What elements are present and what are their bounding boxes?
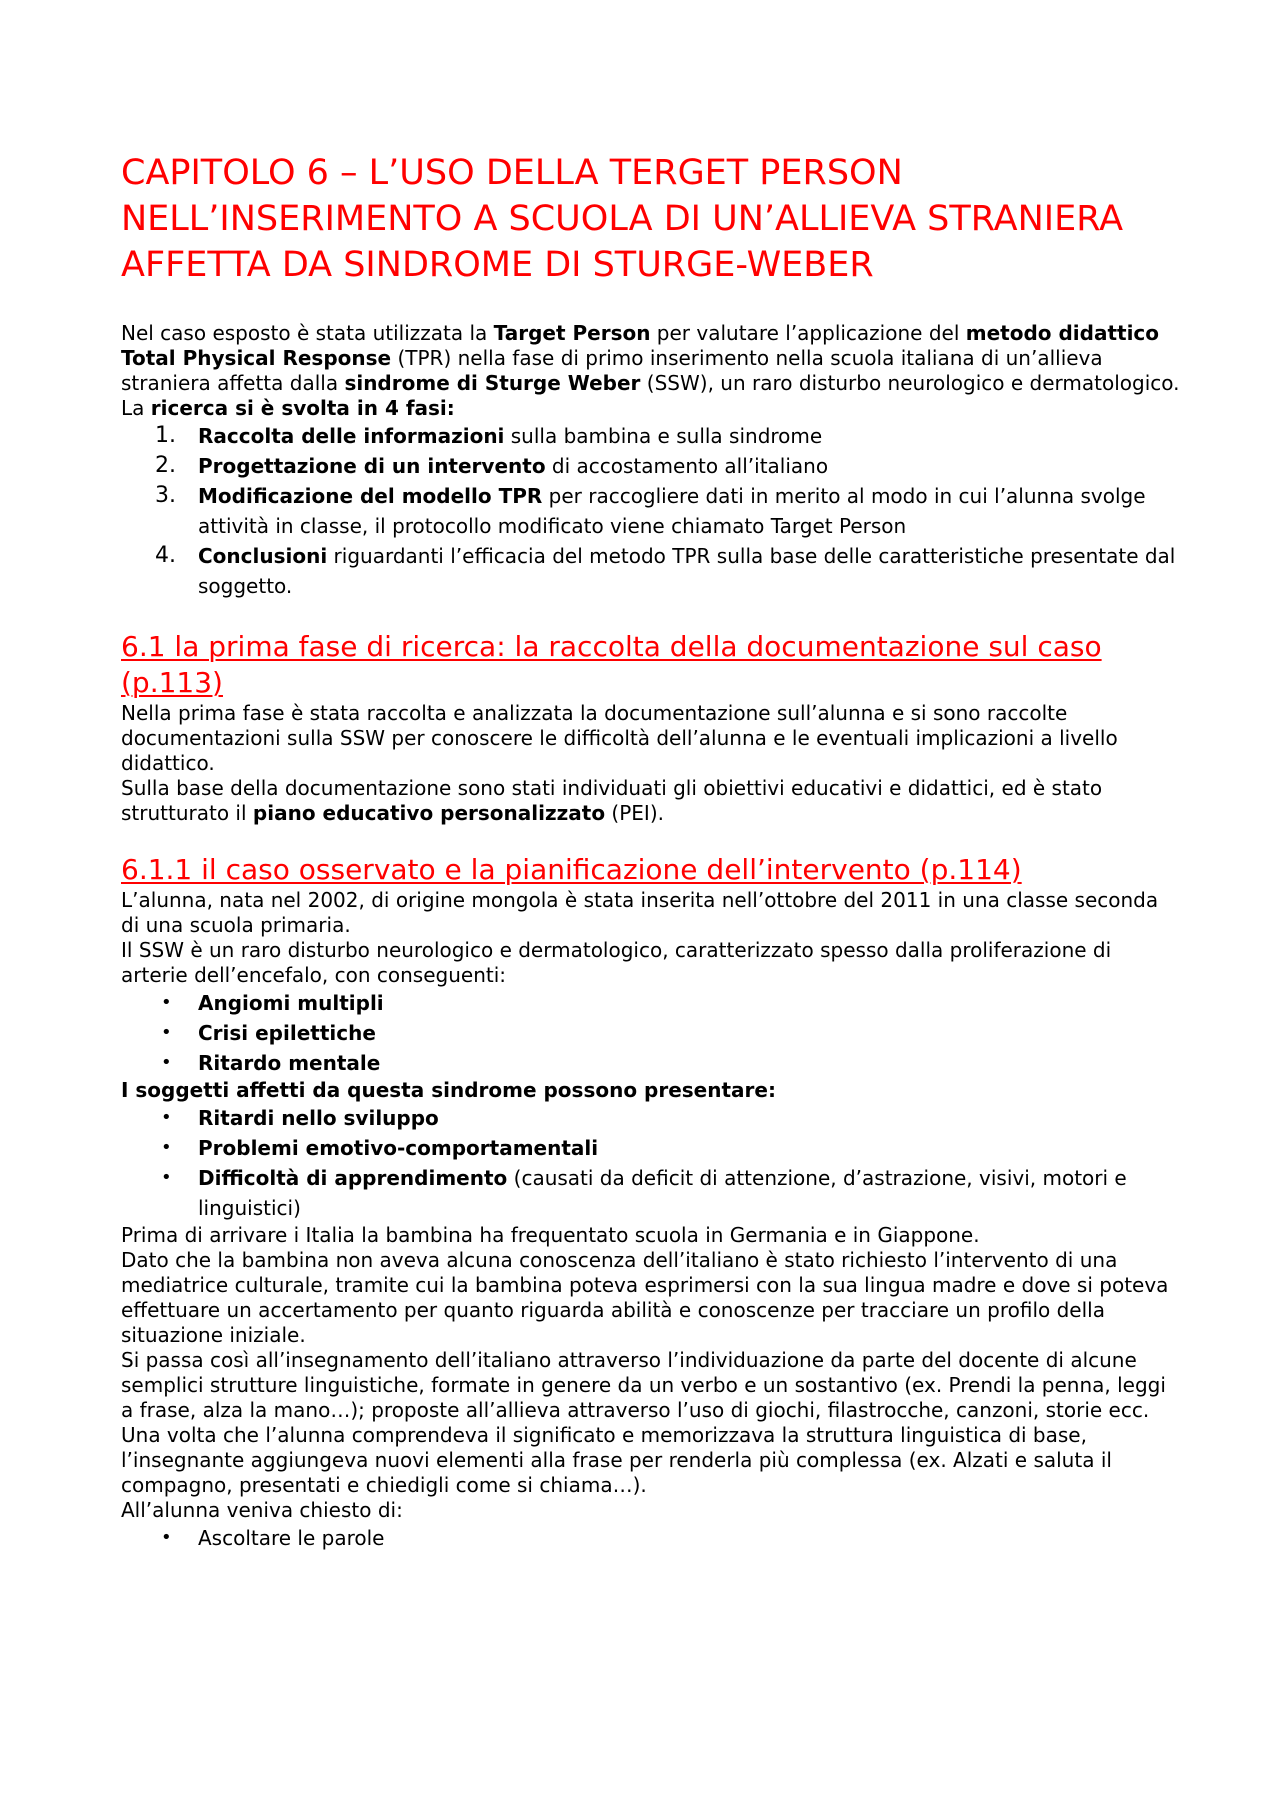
- list-item: [121, 451, 1181, 481]
- bullet-icon: •: [161, 1137, 172, 1158]
- list-item: [121, 1133, 1181, 1163]
- phases-list: [121, 421, 1181, 601]
- bullet-icon: •: [161, 1527, 172, 1548]
- list-number: 3.: [155, 483, 176, 508]
- subjects-heading-text: I soggetti affetti da questa sindrome possono presentare:: [121, 1078, 776, 1102]
- list-number: 1.: [155, 423, 176, 448]
- chapter-title: CAPITOLO 6 – L’USO DELLA TERGET PERSON NELL’INSERIMENTO A SCUOLA DI UN’ALLIEVA STRANIERA AFFETTA DA SINDROME DI STURGE-WEBER: [121, 153, 1124, 285]
- list-item-bold: Conclusioni: [198, 544, 328, 568]
- tasks-list: [121, 1523, 1181, 1553]
- document-page: [121, 150, 1181, 1553]
- subjects-list: [121, 1103, 1181, 1223]
- section-6-1-1-paragraph-4: Dato che la bambina non aveva alcuna conoscenza dell’italiano è stato richiesto l’intervento di una mediatrice culturale, tramite cui la bambina poteva esprimersi con la sua lingua madre e dove si poteva effettuare un accertamento per quanto riguarda abilità e conoscenze per tracciare un profilo della situazione iniziale.: [121, 1248, 1169, 1347]
- section-6-1-1-paragraph-3: Prima di arrivare i Italia la bambina ha frequentato scuola in Germania e in Giappone.: [121, 1223, 980, 1247]
- list-item: [121, 1163, 1181, 1223]
- section-6-1-heading: 6.1 la prima fase di ricerca: la raccolta della documentazione sul caso (p.113): [121, 630, 1102, 699]
- list-item-bold: Modificazione del modello TPR: [198, 484, 543, 508]
- section-6-1-paragraph-1: Nella prima fase è stata raccolta e analizzata la documentazione sull’alunna e si sono raccolte documentazioni sulla SSW per conoscere le difficoltà dell’alunna e le eventuali implicazioni a livello didattico.: [121, 701, 1118, 775]
- list-item-bold: Ritardi nello sviluppo: [198, 1106, 439, 1130]
- intro-bold-sindrome: sindrome di Sturge Weber: [344, 371, 641, 395]
- list-item-bold: Problemi emotivo-comportamentali: [198, 1136, 599, 1160]
- list-item-text: di accostamento all’italiano: [545, 454, 829, 478]
- section-6-1-1-paragraph-7: All’alunna veniva chiesto di:: [121, 1498, 403, 1522]
- phases-intro-pre: La: [121, 396, 151, 420]
- bullet-icon: •: [161, 1107, 172, 1128]
- section-6-1-1-paragraph-1: L’alunna, nata nel 2002, di origine mongola è stata inserita nell’ottobre del 2011 in una classe seconda di una scuola primaria.: [121, 888, 1159, 937]
- section-6-1-paragraph-2: [121, 776, 1181, 826]
- list-item-text: sulla bambina e sulla sindrome: [504, 424, 823, 448]
- section-6-1-1-paragraph-5: Si passa così all’insegnamento dell’italiano attraverso l’individuazione da parte del docente di alcune semplici strutture linguistiche, formate in genere da un verbo e un sostantivo (ex. Prendi la penna, leggi a frase, alza la mano…); proposte all’allieva attraverso l’uso di giochi, filastrocche, canzoni, storie ecc.: [121, 1348, 1166, 1422]
- list-item-bold: Raccolta delle informazioni: [198, 424, 505, 448]
- subjects-heading: [121, 1078, 1181, 1103]
- bullet-icon: •: [161, 992, 172, 1013]
- section-6-1-1-paragraph-2: Il SSW è un raro disturbo neurologico e dermatologico, caratterizzato spesso dalla proliferazione di arterie dell’encefalo, con conseguenti:: [121, 938, 1112, 987]
- list-item-bold: Difficoltà di apprendimento: [198, 1166, 508, 1190]
- list-item: [121, 1103, 1181, 1133]
- list-item-text: Ascoltare le parole: [198, 1526, 385, 1550]
- intro-text-1: Nel caso esposto è stata utilizzata la: [121, 321, 494, 345]
- list-item-text: per raccogliere dati in merito al modo in cui l’alunna svolge attività in classe, il protocollo modificato viene chiamato Target Person: [198, 484, 1146, 538]
- intro-text-4: (SSW), un raro disturbo neurologico e dermatologico.: [640, 371, 1180, 395]
- bullet-icon: •: [161, 1022, 172, 1043]
- bullet-icon: •: [161, 1052, 172, 1073]
- pei-bold: piano educativo personalizzato: [252, 801, 606, 825]
- phases-intro-bold: ricerca si è svolta in 4 fasi:: [150, 396, 455, 420]
- intro-text-3: (TPR) nella fase di primo inserimento nella scuola italiana di un’allieva straniera affetta dalla: [121, 346, 1103, 395]
- list-item-bold: Crisi epilettiche: [198, 1021, 376, 1045]
- list-number: 2.: [155, 453, 176, 478]
- section-6-1-1-paragraph-6: Una volta che l’alunna comprendeva il significato e memorizzava la struttura linguistica di base, l’insegnante aggiungeva nuovi elementi alla frase per renderla più complessa (ex. Alzati e saluta il compagno, presentati e chiedigli come si chiama…).: [121, 1423, 1112, 1497]
- intro-bold-target-person: Target Person: [493, 321, 651, 345]
- list-item: [121, 421, 1181, 451]
- list-item-bold: Angiomi multipli: [198, 991, 384, 1015]
- intro-paragraph: [121, 321, 1181, 396]
- list-number: 4.: [155, 543, 176, 568]
- list-item-bold: Progettazione di un intervento: [198, 454, 546, 478]
- list-item-bold: Ritardo mentale: [198, 1051, 381, 1075]
- section-6-1-1-heading: 6.1.1 il caso osservato e la pianificazione dell’intervento (p.114): [121, 853, 1022, 886]
- pei-text-post: (PEI).: [605, 801, 664, 825]
- consequences-list: [121, 988, 1181, 1078]
- list-item: [121, 1018, 1181, 1048]
- list-item-text: riguardanti l’efficacia del metodo TPR sulla base delle caratteristiche presentate dal soggetto.: [198, 544, 1176, 598]
- intro-text-2: per valutare l’applicazione del: [650, 321, 966, 345]
- list-item: [121, 1048, 1181, 1078]
- bullet-icon: •: [161, 1167, 172, 1188]
- phases-intro: [121, 396, 1181, 421]
- pei-text-pre: Sulla base della documentazione sono stati individuati gli obiettivi educativi e didattici, ed è stato strutturato il: [121, 776, 1103, 825]
- list-item: [121, 988, 1181, 1018]
- list-item-text: (causati da deficit di attenzione, d’astrazione, visivi, motori e linguistici): [198, 1166, 1127, 1220]
- list-item: [121, 481, 1181, 541]
- list-item: [121, 1523, 1181, 1553]
- intro-bold-tpr: metodo didattico Total Physical Response: [121, 321, 1160, 370]
- list-item: [121, 541, 1181, 601]
